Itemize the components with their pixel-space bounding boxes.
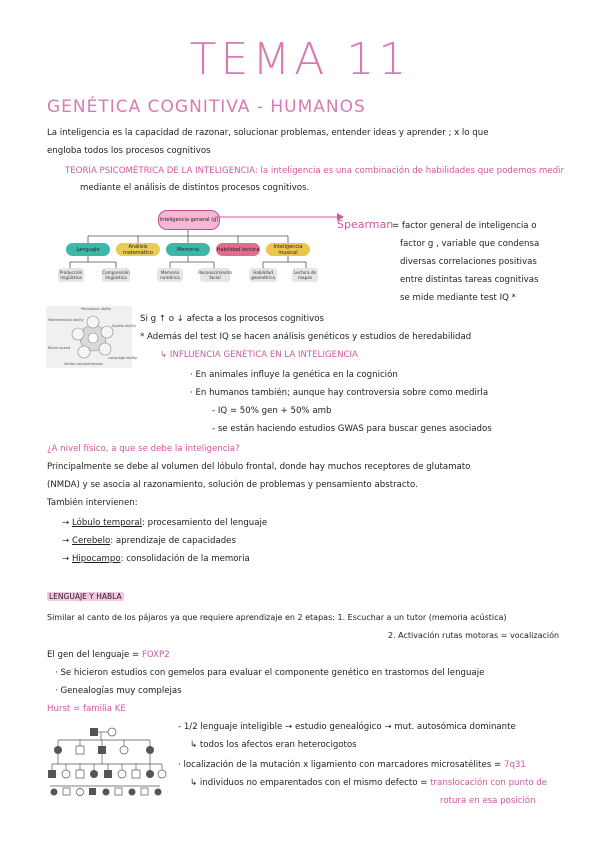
section-subtitle: GENÉTICA COGNITIVA - HUMANOS <box>47 97 366 117</box>
gen-lenguaje-line <box>47 650 170 661</box>
lenguaje-heading <box>47 592 124 601</box>
spearman-line: se mide mediante test IQ * <box>400 293 516 303</box>
pedigree-note: ↳ todos los afectos eran heterocigotos <box>190 740 357 750</box>
circle-label: Recall speed <box>48 346 71 350</box>
gen-bullet: · Se hicieron estudios con gemelos para evaluar el componente genético en trastornos del lenguaje <box>55 668 485 678</box>
lenguaje-line: Similar al canto de los pájaros ya que requiere aprendizaje en 2 etapas: 1. Escuchar a un tutor (memoria acústica) <box>47 613 507 622</box>
factor-line: · En humanos también; aunque hay controversia sobre como medirla <box>190 388 489 398</box>
teoria-line-1 <box>65 166 564 177</box>
pedigree-note-locus <box>178 760 526 771</box>
lenguaje-line: 2. Activación rutas motoras = vocalización <box>388 631 560 640</box>
diagram-node-lectora: Habilidad lectora <box>216 243 260 256</box>
gen-lenguaje-label: El gen del lenguaje = <box>47 650 140 660</box>
page-title: TEMA 11 <box>189 34 411 85</box>
circle-label: Perceptual ability <box>81 307 112 311</box>
interviene-key: Hipocampo <box>71 554 121 564</box>
interviene-item: → Cerebelo: aprendizaje de capacidades <box>62 536 236 546</box>
interviene-value: : consolidación de la memoria <box>120 554 250 564</box>
principal-line: También intervienen: <box>47 498 138 508</box>
diagram-node-musical: Inteligencia musical <box>266 243 310 256</box>
diagram-node-lenguaje: Lenguaje <box>66 243 110 256</box>
interviene-item: → Hipocampo: consolidación de la memoria <box>62 554 250 564</box>
circle-label: Verbal comprehension <box>64 362 104 366</box>
gen-bullet: · Genealogías muy complejas <box>55 686 182 696</box>
pedigree-note: rotura en esa posición <box>440 796 536 806</box>
lenguaje-heading-text: LENGUAJE Y HABLA <box>49 592 122 601</box>
factor-line: Si g ↑ o ↓ afecta a los procesos cognitivos <box>140 314 325 324</box>
hurst-label: Hurst = <box>47 704 81 714</box>
gene-name: FOXP2 <box>141 650 170 660</box>
teoria-line-2: mediante el análisis de distintos procesos cognitivos. <box>80 183 310 193</box>
principal-line: (NMDA) y se asocia al razonamiento, solución de problemas y pensamiento abstracto. <box>47 480 418 490</box>
factor-line: - se están haciendo estudios GWAS para buscar genes asociados <box>212 424 492 434</box>
interviene-value: : aprendizaje de capacidades <box>110 536 236 546</box>
spearman-line: diversas correlaciones positivas <box>400 257 537 267</box>
circle-label: Language ability <box>108 356 138 360</box>
diagram-leaf: Producción lingüística <box>59 270 83 280</box>
diagram-node-memoria: Memoria <box>166 243 210 256</box>
spearman-line: = factor general de inteligencia o <box>392 221 537 231</box>
translocation-value: translocación con punto de <box>430 778 548 788</box>
diagram-root-node: Inteligencia general (g) <box>158 210 220 230</box>
factor-line: * Además del test IQ se hacen análisis genéticos y estudios de heredabilidad <box>140 332 472 342</box>
hurst-value: familia KE <box>82 704 126 714</box>
interviene-item: → Lóbulo temporal: procesamiento del lenguaje <box>62 518 268 528</box>
arrow-to-spearman <box>215 207 345 227</box>
interviene-value: : procesamiento del lenguaje <box>142 518 268 528</box>
spearman-line: entre distintas tareas cognitivas <box>400 275 539 285</box>
diagram-leaf: Comprensión lingüística <box>102 270 130 280</box>
teoria-text: TEORÍA PSICOMÉTRICA DE LA INTELIGENCIA: la inteligencia es una combinación de habilidades que podemos medir <box>65 166 564 176</box>
abilities-circle-diagram <box>46 306 138 368</box>
pedigree-chart <box>46 724 166 798</box>
translocation-text: ↳ individuos no emparentados con el mismo defecto = <box>190 778 428 788</box>
locus-text: · localización de la mutación x ligamiento con marcadores microsatélites = <box>178 760 502 770</box>
diagram-leaf: Reconocimiento facial <box>198 270 232 280</box>
interviene-key: Lóbulo temporal <box>71 518 143 528</box>
spearman-line: factor g , variable que condensa <box>400 239 540 249</box>
diagram-node-matematico: Análisis matemático <box>116 243 160 256</box>
factor-line: - IQ = 50% gen + 50% amb <box>212 406 332 416</box>
intro-line-1: La inteligencia es la capacidad de razonar, solucionar problemas, entender ideas y aprender ; x lo que <box>47 128 489 138</box>
hurst-line <box>47 704 126 715</box>
pedigree-note: - 1/2 lenguaje inteligible → estudio genealógico → mut. autosómica dominante <box>178 722 516 732</box>
diagram-leaf: Habilidad geométrica <box>249 268 277 282</box>
spearman-label: Spearman <box>337 218 394 231</box>
pedigree-note-translocation <box>190 778 547 789</box>
locus-value: 7q31 <box>503 760 526 770</box>
question-line: ¿A nivel físico, a que se debe la inteligencia? <box>47 444 240 454</box>
influencia-heading: ↳ INFLUENCIA GENÉTICA EN LA INTELIGENCIA <box>160 350 358 360</box>
factor-line: · En animales influye la genética en la cognición <box>190 370 398 380</box>
intro-line-2: engloba todos los procesos cognitivos <box>47 146 211 156</box>
diagram-leaf: Memoria numérica <box>157 268 183 282</box>
principal-line: Principalmente se debe al volumen del lóbulo frontal, donde hay muchos receptores de glutamato <box>47 462 471 472</box>
interviene-key: Cerebelo <box>71 536 111 546</box>
diagram-leaf: Lectura de mapas <box>293 270 317 280</box>
circle-label: Spatial ability <box>112 324 136 328</box>
circle-label: Mathematical ability <box>48 318 84 322</box>
